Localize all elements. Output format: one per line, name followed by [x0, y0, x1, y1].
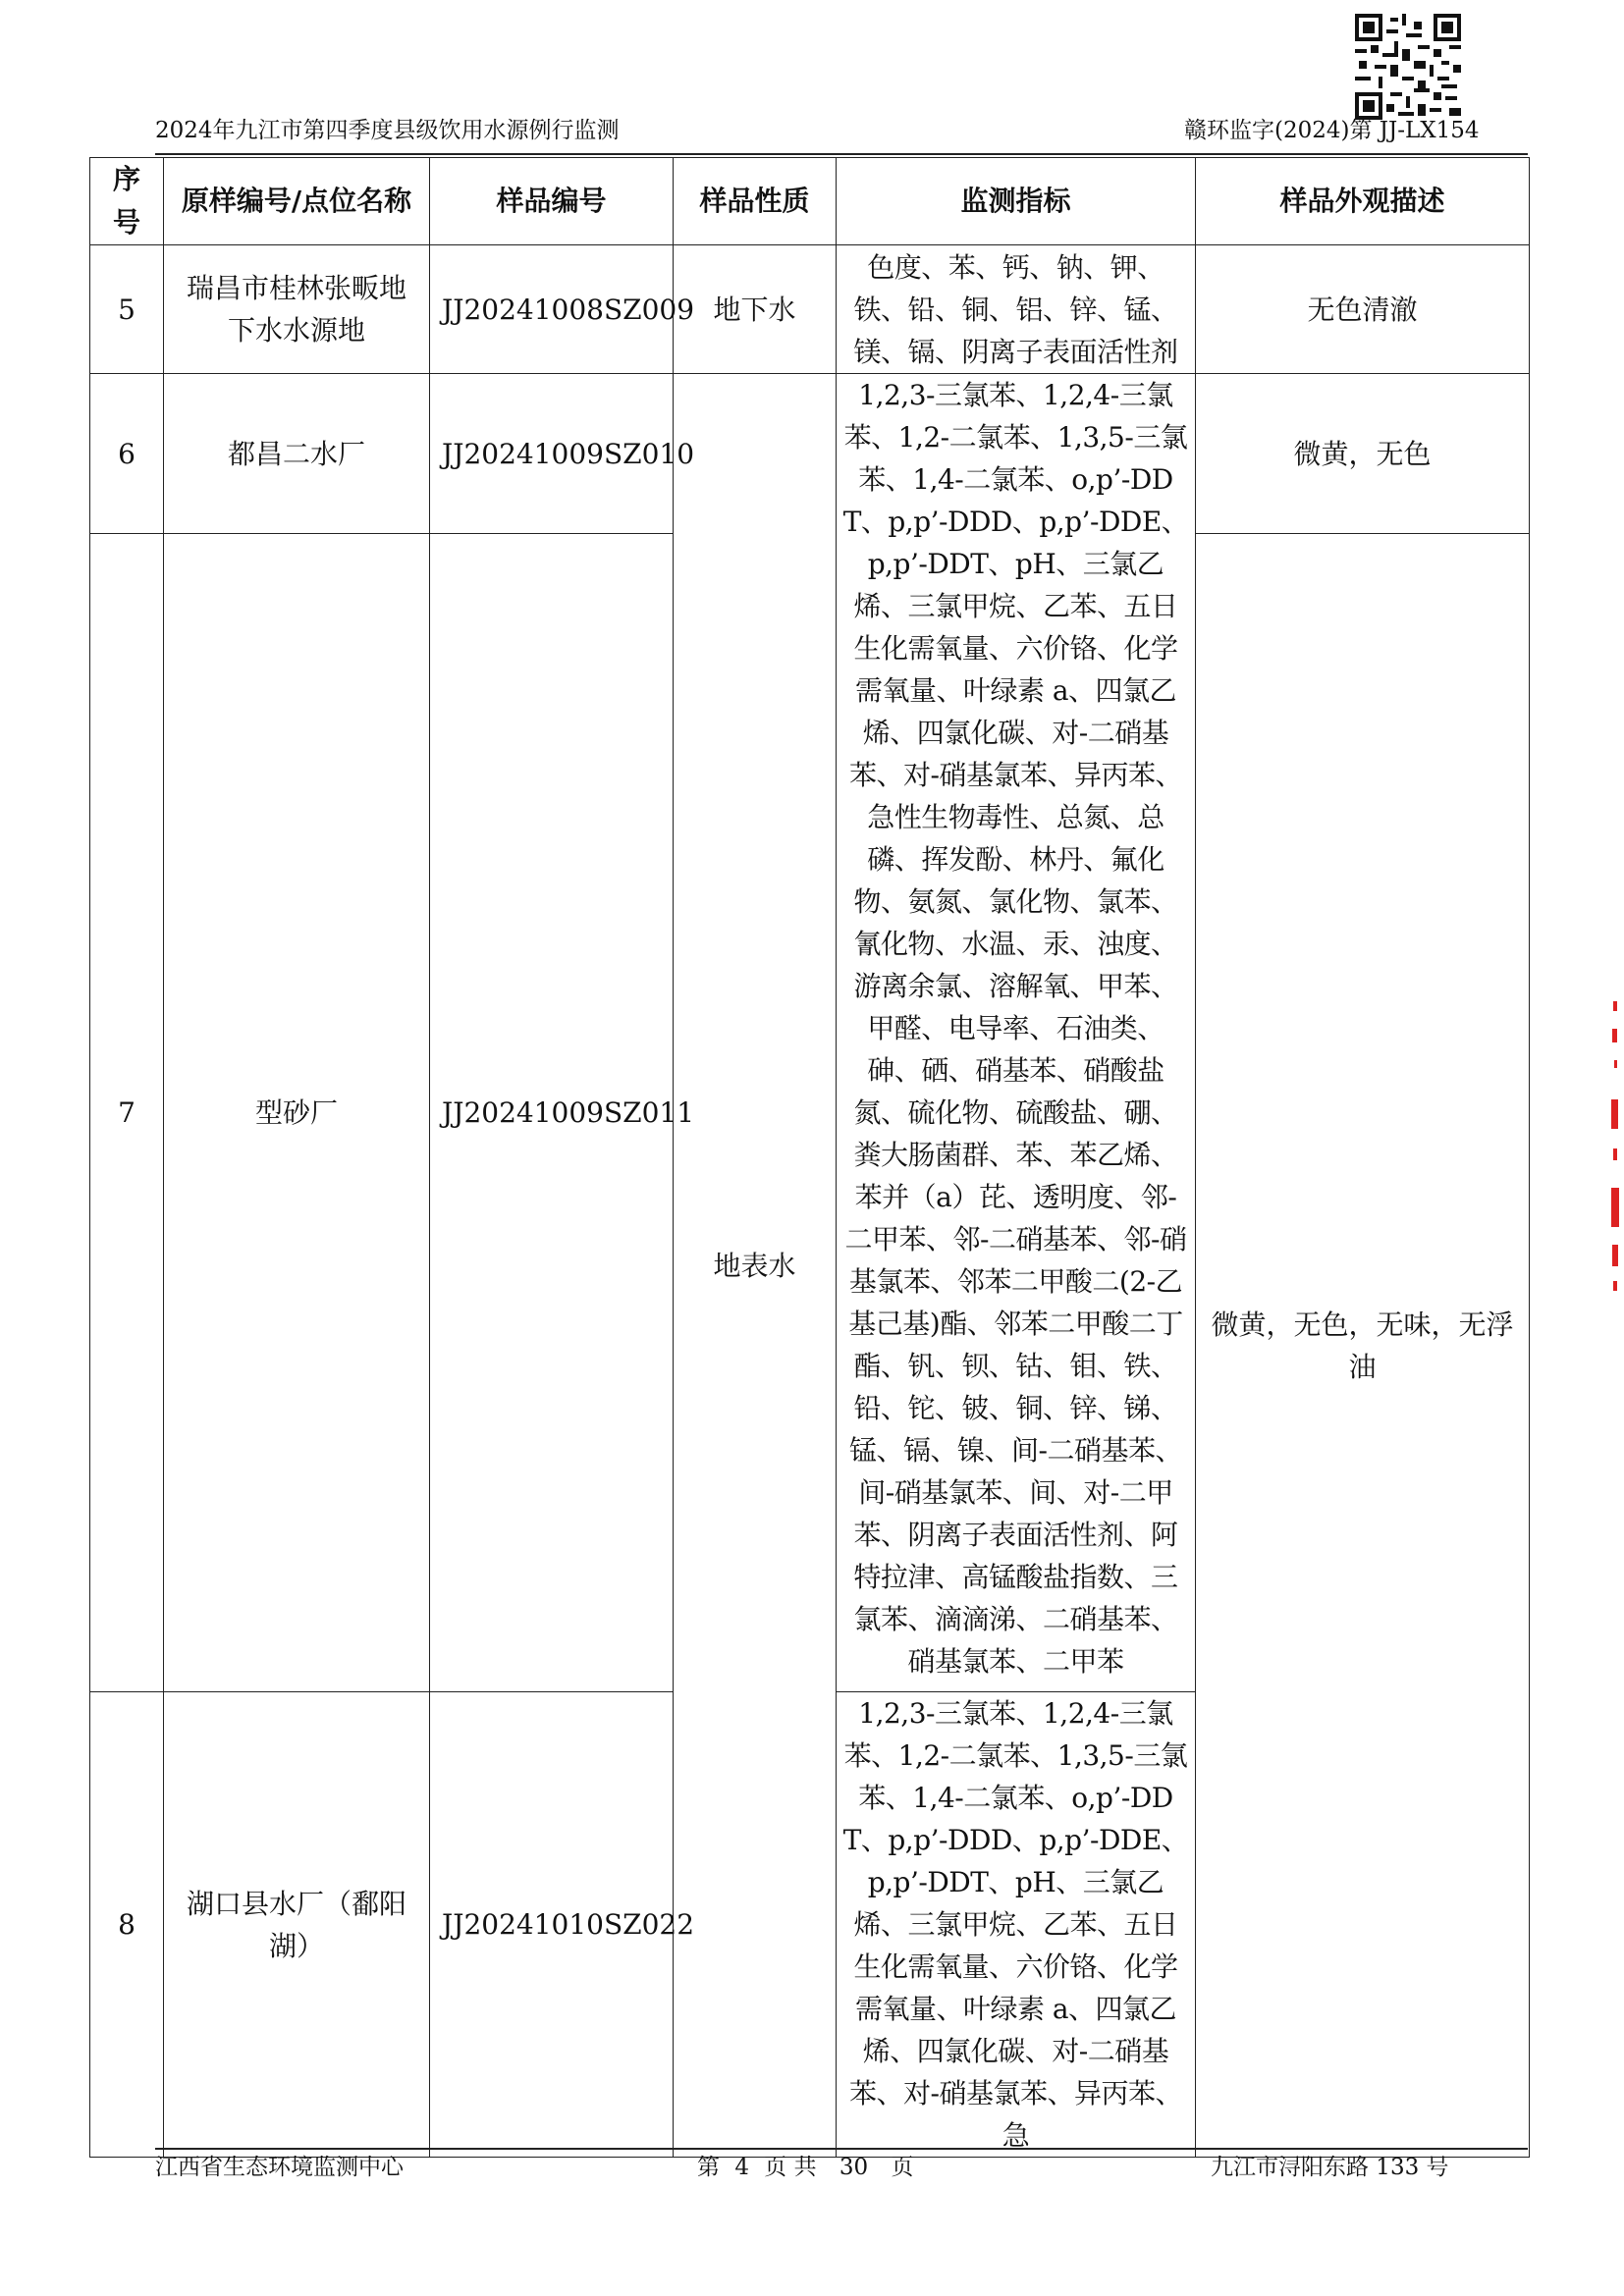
footer-organization: 江西省生态环境监测中心	[155, 2155, 404, 2180]
col-header-nature: 样品性质	[674, 158, 837, 245]
report-title: 2024年九江市第四季度县级饮用水源例行监测	[155, 118, 620, 143]
sample-nature: 地下水	[674, 245, 837, 374]
col-header-appearance: 样品外观描述	[1196, 158, 1530, 245]
header-rule	[155, 153, 1528, 155]
page-prefix: 第	[697, 2155, 720, 2180]
footer-address: 九江市浔阳东路 133 号	[1211, 2155, 1449, 2180]
col-header-no: 序号	[90, 158, 164, 245]
sample-nature: 地表水	[674, 374, 837, 2158]
appearance: 微黄，无色	[1196, 374, 1530, 534]
sample-id: JJ20241009SZ010	[430, 374, 674, 534]
row-number: 7	[90, 534, 164, 1692]
site-name: 型砂厂	[164, 534, 430, 1692]
sample-id: JJ20241009SZ011	[430, 534, 674, 1692]
row-number: 6	[90, 374, 164, 534]
footer-rule	[155, 2148, 1528, 2150]
report-number: 赣环监字(2024)第 JJ-LX154	[1184, 118, 1480, 143]
row-number: 8	[90, 1692, 164, 2158]
col-header-indicators: 监测指标	[837, 158, 1196, 245]
row-number: 5	[90, 245, 164, 374]
page-total: 30	[839, 2155, 869, 2180]
table-row	[90, 245, 1530, 374]
table-row	[90, 374, 1530, 534]
site-name: 瑞昌市桂林张畈地下水水源地	[164, 245, 430, 374]
monitoring-indicators: 1,2,3-三氯苯、1,2,4-三氯苯、1,2-二氯苯、1,3,5-三氯苯、1,4-二氯苯、o,p’-DDT、p,p’-DDD、p,p’-DDE、p,p’-DDT、pH、三氯乙烯、三氯甲烷、乙苯、五日生化需氧量、六价铬、化学需氧量、叶绿素 a、四氯乙烯、四氯化碳、对-二硝基苯、对-硝基氯苯、异丙苯、急性生物毒性、总氮、总磷、挥发酚、林丹、氟化物、氨氮、氯化物、氯苯、氰化物、水温、汞、浊度、游离余氯、溶解氧、甲苯、甲醛、电导率、石油类、砷、硒、硝基苯、硝酸盐氮、硫化物、硫酸盐、硼、粪大肠菌群、苯、苯乙烯、苯并（a）芘、透明度、邻-二甲苯、邻-二硝基苯、邻-硝基氯苯、邻苯二甲酸二(2-乙基己基)酯、邻苯二甲酸二丁酯、钒、钡、钴、钼、铁、铅、铊、铍、铜、锌、锑、锰、镉、镍、间-二硝基苯、间-硝基氯苯、间、对-二甲苯、阴离子表面活性剂、阿特拉津、高锰酸盐指数、三氯苯、滴滴涕、二硝基苯、硝基氯苯、二甲苯	[837, 374, 1196, 1692]
site-name: 湖口县水厂（鄱阳湖）	[164, 1692, 430, 2158]
table-header-row	[90, 158, 1530, 245]
sample-id: JJ20241008SZ009	[430, 245, 674, 374]
page-middle: 页 共	[764, 2155, 817, 2180]
monitoring-indicators: 1,2,3-三氯苯、1,2,4-三氯苯、1,2-二氯苯、1,3,5-三氯苯、1,4-二氯苯、o,p’-DDT、p,p’-DDD、p,p’-DDE、p,p’-DDT、pH、三氯乙烯、三氯甲烷、乙苯、五日生化需氧量、六价铬、化学需氧量、叶绿素 a、四氯乙烯、四氯化碳、对-二硝基苯、对-硝基氯苯、异丙苯、急	[837, 1692, 1196, 2158]
col-header-site: 原样编号/点位名称	[164, 158, 430, 245]
page-number: 4	[734, 2155, 749, 2180]
appearance: 无色清澈	[1196, 245, 1530, 374]
appearance: 微黄，无色，无味，无浮油	[1196, 534, 1530, 2158]
monitoring-indicators: 色度、苯、钙、钠、钾、铁、铅、铜、铝、锌、锰、镁、镉、阴离子表面活性剂	[837, 245, 1196, 374]
col-header-sample-id: 样品编号	[430, 158, 674, 245]
page-suffix: 页	[891, 2155, 914, 2180]
seam-stamp	[1610, 1001, 1620, 1296]
site-name: 都昌二水厂	[164, 374, 430, 534]
page-indicator	[697, 2153, 913, 2182]
sample-table	[89, 157, 1530, 2158]
qr-code	[1355, 14, 1461, 120]
sample-id: JJ20241010SZ022	[430, 1692, 674, 2158]
